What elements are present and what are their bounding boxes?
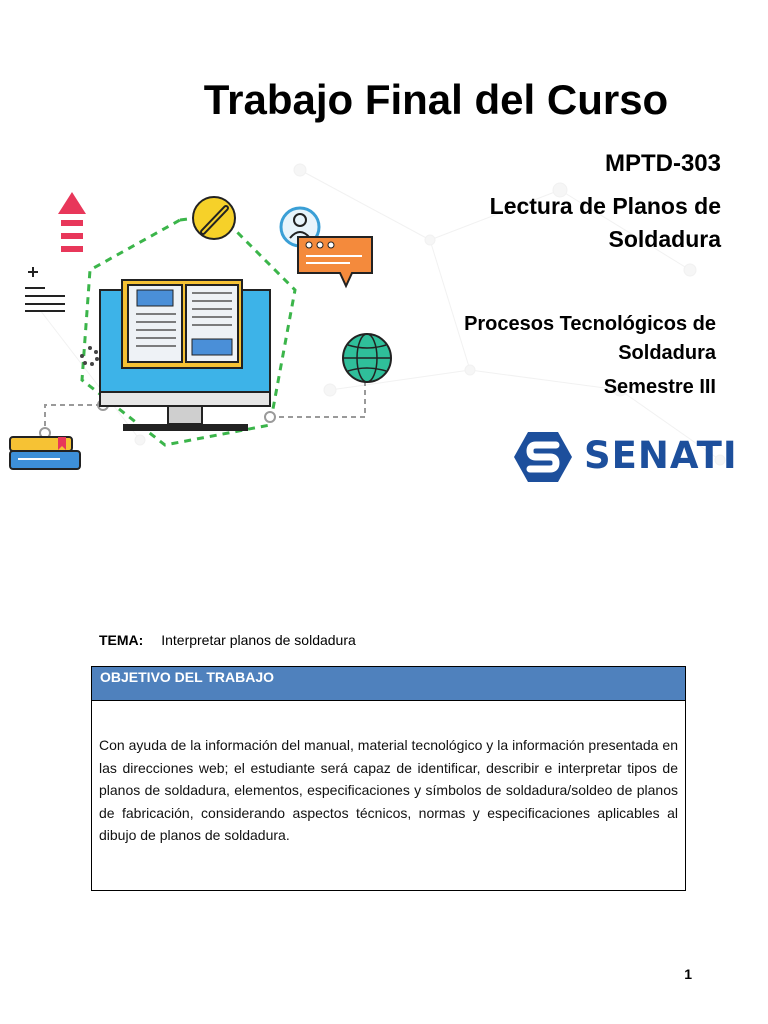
document-title: Trabajo Final del Curso <box>203 76 669 123</box>
text-lines-icon <box>25 267 65 311</box>
senati-logo-mark <box>512 428 574 486</box>
monitor-book-icon <box>100 280 270 431</box>
course-name: Lectura de Planos de Soldadura <box>489 193 721 252</box>
pencil-icon <box>193 197 235 239</box>
tema-value: Interpretar planos de soldadura <box>161 632 356 648</box>
course-code: MPTD-303 <box>604 150 721 177</box>
area-name: Procesos Tecnológicos de Soldadura <box>464 313 716 364</box>
semester-label: Semestre III <box>603 376 716 398</box>
tema-label: TEMA: <box>99 632 144 648</box>
tema-line <box>99 632 356 648</box>
globe-icon <box>343 334 391 382</box>
up-arrow-icon <box>58 192 86 252</box>
objective-header: OBJETIVO DEL TRABAJO <box>92 667 685 701</box>
senati-logo <box>512 428 738 486</box>
page-number: 1 <box>684 966 692 982</box>
books-stack-icon <box>10 437 80 469</box>
objective-table <box>91 666 686 891</box>
logo-text: SENATI <box>584 434 738 477</box>
chat-bubble-icon <box>298 237 372 286</box>
objective-body: Con ayuda de la información del manual, material tecnológico y la información presentada en las direcciones web; el estudiante será capaz de identificar, describir e interpretar tipos de planos de soldadura, elementos, especificaciones y símbolos de soldadura/soldeo de planos de fabricación, considerando aspectos técnicos, normas y especificaciones aplicables al dibujo de planos de soldadura. <box>99 737 678 843</box>
